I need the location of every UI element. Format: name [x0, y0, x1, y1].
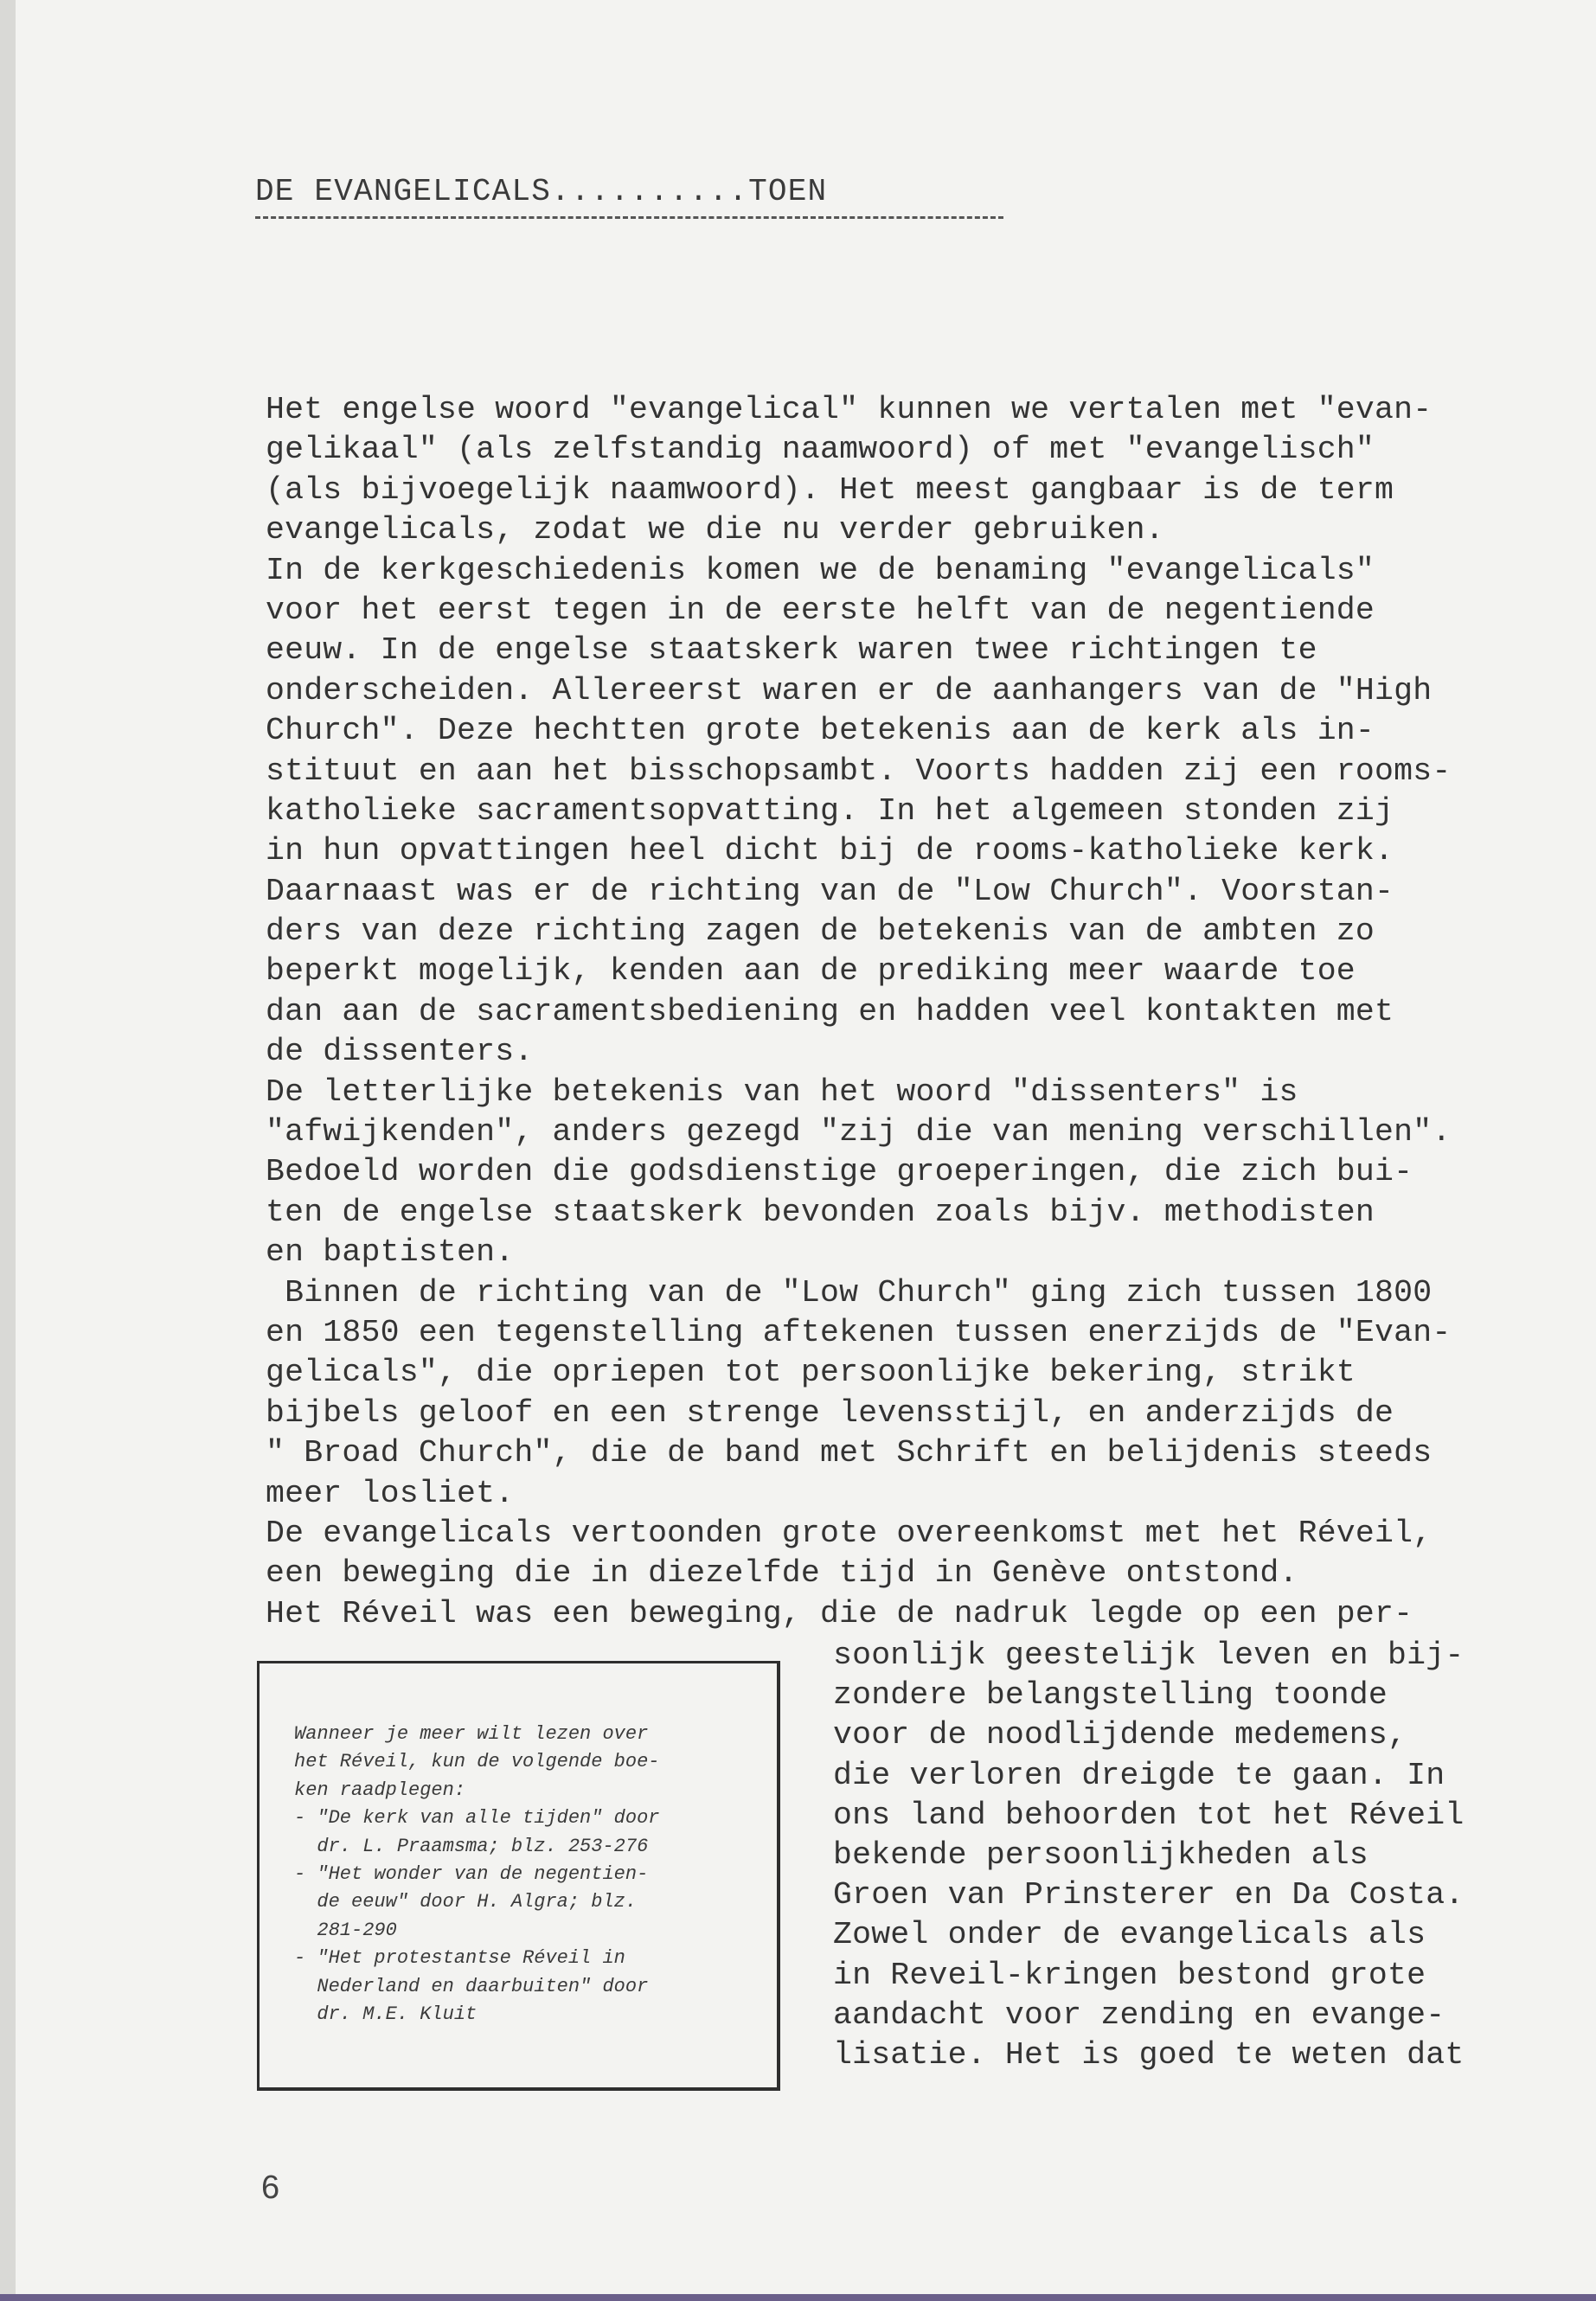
text-line: bekende persoonlijkheden als [833, 1836, 1368, 1873]
text-line: en 1850 een tegenstelling aftekenen tussen enerzijds de "Evan- [266, 1314, 1452, 1350]
text-line: voor de noodlijdende medemens, [833, 1717, 1407, 1753]
text-line: Groen van Prinsterer en Da Costa. [833, 1877, 1465, 1913]
text-line: De letterlijke betekenis van het woord "dissenters" is [266, 1074, 1298, 1110]
text-line: " Broad Church", die de band met Schrift en belijdenis steeds [266, 1435, 1433, 1471]
text-line: ders van deze richting zagen de betekenis van de ambten zo [266, 913, 1375, 950]
scan-bottom-edge [0, 2294, 1596, 2301]
box-line: - "Het protestantse Réveil in [294, 1947, 625, 1970]
text-line: in hun opvattingen heel dicht bij de rooms-katholieke kerk. [266, 833, 1394, 869]
page-edge [0, 0, 16, 2301]
page-number: 6 [261, 2170, 280, 2206]
text-line: bijbels geloof en een strenge levensstijl, en anderzijds de [266, 1394, 1394, 1431]
text-line: Zowel onder de evangelicals als [833, 1917, 1426, 1953]
box-line: het Réveil, kun de volgende boe- [294, 1751, 660, 1773]
text-line: ons land behoorden tot het Réveil [833, 1797, 1465, 1833]
text-line: evangelicals, zodat we die nu verder gebruiken. [266, 512, 1164, 548]
text-line: Church". Deze hechtten grote betekenis aan de kerk als in- [266, 713, 1375, 749]
text-line: stituut en aan het bisschopsambt. Voorts hadden zij een rooms- [266, 753, 1452, 789]
text-line: gelicals", die opriepen tot persoonlijke bekering, strikt [266, 1355, 1356, 1391]
box-line: - "Het wonder van de negentien- [294, 1862, 649, 1885]
text-line: (als bijvoegelijk naamwoord). Het meest gangbaar is de term [266, 471, 1394, 508]
text-line: aandacht voor zending en evange- [833, 1997, 1445, 2033]
box-line: ken raadplegen: [294, 1779, 466, 1801]
box-line: de eeuw" door H. Algra; blz. [294, 1891, 638, 1913]
text-line: voor het eerst tegen in de eerste helft van de negentiende [266, 592, 1375, 628]
text-line: In de kerkgeschiedenis komen we de benaming "evangelicals" [266, 552, 1375, 588]
right-column-text [833, 1636, 1508, 2075]
text-line: meer losliet. [266, 1475, 515, 1511]
text-line: eeuw. In de engelse staatskerk waren twee richtingen te [266, 632, 1317, 669]
text-line: ten de engelse staatskerk bevonden zoals bijv. methodisten [266, 1194, 1375, 1230]
page-heading: DE EVANGELICALS..........TOEN [255, 174, 828, 209]
box-line: 281-290 [294, 1919, 397, 1941]
text-line: Het Réveil was een beweging, die de nadruk legde op een per- [266, 1595, 1413, 1631]
text-line: soonlijk geestelijk leven en bij- [833, 1638, 1465, 1673]
text-line: en baptisten. [266, 1234, 515, 1271]
heading-underline [255, 216, 1003, 219]
text-line: De evangelicals vertoonden grote overeenkomst met het Réveil, [266, 1515, 1433, 1551]
box-line: dr. L. Praamsma; blz. 253-276 [294, 1835, 649, 1857]
reading-suggestions-box [257, 1661, 780, 2091]
text-line: in Reveil-kringen bestond grote [833, 1957, 1426, 1993]
text-line: lisatie. Het is goed te weten dat [833, 2036, 1465, 2073]
box-line: Wanneer je meer wilt lezen over [294, 1723, 649, 1745]
box-line: Nederland en daarbuiten" door [294, 1975, 649, 1997]
text-line: beperkt mogelijk, kenden aan de prediking meer waarde toe [266, 953, 1356, 990]
text-line: een beweging die in diezelfde tijd in Genève ontstond. [266, 1555, 1298, 1592]
text-line: zondere belangstelling toonde [833, 1677, 1388, 1714]
reading-suggestions-text [294, 1721, 761, 2029]
text-line: Bedoeld worden die godsdienstige groeperingen, die zich bui- [266, 1154, 1413, 1190]
text-line: Het engelse woord "evangelical" kunnen we vertalen met "evan- [266, 392, 1433, 427]
text-line: de dissenters. [266, 1034, 534, 1070]
text-line: onderscheiden. Allereerst waren er de aanhangers van de "High [266, 672, 1433, 708]
box-line: - "De kerk van alle tijden" door [294, 1807, 660, 1830]
text-line: katholieke sacramentsopvatting. In het algemeen stonden zij [266, 792, 1394, 829]
box-line: dr. M.E. Kluit [294, 2003, 478, 2025]
main-text [266, 390, 1494, 1634]
text-line: Daarnaast was er de richting van de "Low Church". Voorstan- [266, 873, 1394, 909]
text-line: Binnen de richting van de "Low Church" ging zich tussen 1800 [266, 1274, 1433, 1311]
text-line: dan aan de sacramentsbediening en hadden veel kontakten met [266, 993, 1394, 1029]
text-line: "afwijkenden", anders gezegd "zij die van mening verschillen". [266, 1114, 1452, 1150]
text-line: gelikaal" (als zelfstandig naamwoord) of met "evangelisch" [266, 432, 1375, 468]
text-line: die verloren dreigde te gaan. In [833, 1757, 1445, 1793]
